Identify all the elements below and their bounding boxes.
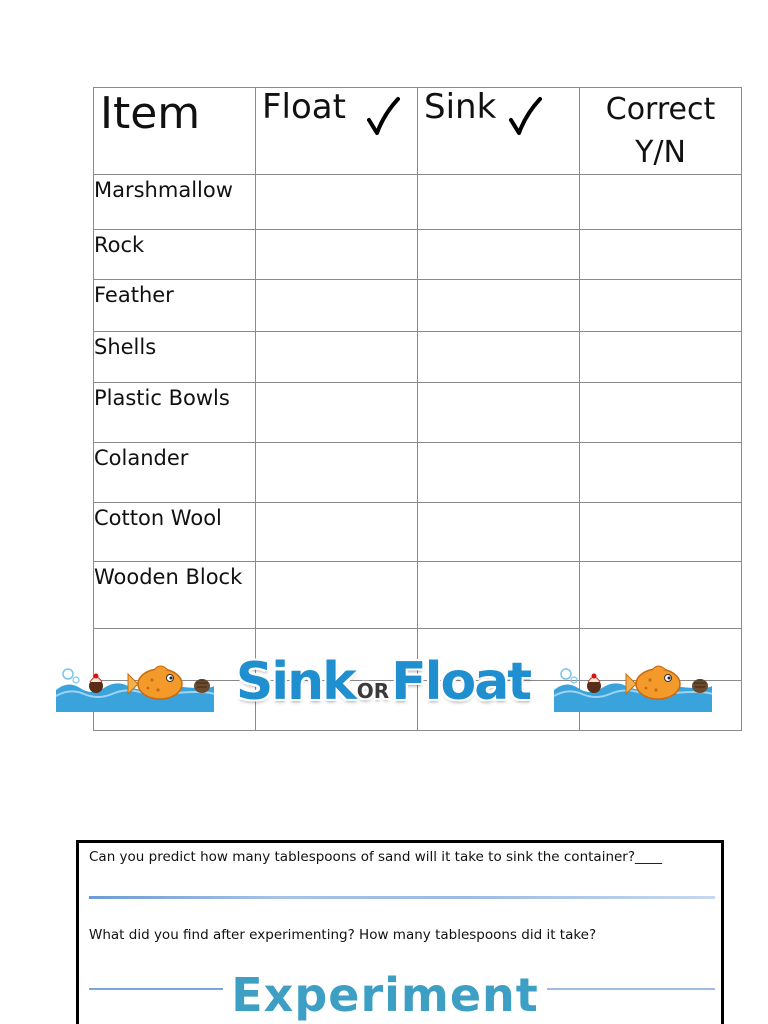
table-row xyxy=(94,383,742,443)
table-row xyxy=(94,562,742,629)
sink-or-float-title xyxy=(228,650,538,716)
row-label-plastic-bowls: Plastic Bowls xyxy=(94,383,256,443)
row-label-marshmallow: Marshmallow xyxy=(94,175,256,230)
table-row xyxy=(94,332,742,383)
header-float xyxy=(256,88,418,175)
fish-wave-illustration xyxy=(554,650,712,712)
table-row xyxy=(94,503,742,562)
float-cell[interactable] xyxy=(256,503,418,562)
row-label-wooden-block: Wooden Block xyxy=(94,562,256,629)
prediction-question: Can you predict how many tablespoons of sand will it take to sink the container?____ xyxy=(89,849,663,865)
float-cell[interactable] xyxy=(256,175,418,230)
float-cell[interactable] xyxy=(256,383,418,443)
correct-cell[interactable] xyxy=(580,383,742,443)
correct-cell[interactable] xyxy=(580,230,742,280)
row-label-cotton-wool: Cotton Wool xyxy=(94,503,256,562)
header-sink xyxy=(418,88,580,175)
header-float-label: Float xyxy=(262,87,346,127)
float-cell[interactable] xyxy=(256,443,418,503)
sink-cell[interactable] xyxy=(418,503,580,562)
row-label-shells: Shells xyxy=(94,332,256,383)
sink-cell[interactable] xyxy=(418,280,580,332)
sink-cell[interactable] xyxy=(418,443,580,503)
float-cell[interactable] xyxy=(256,332,418,383)
table-header-row xyxy=(94,88,742,175)
header-correct-line1: Correct xyxy=(605,92,716,127)
banner-word-or: OR xyxy=(356,679,390,703)
table-row xyxy=(94,443,742,503)
sink-cell[interactable] xyxy=(418,332,580,383)
sink-cell[interactable] xyxy=(418,562,580,629)
table-row xyxy=(94,280,742,332)
header-sink-label: Sink xyxy=(424,87,497,127)
sink-or-float-banner xyxy=(56,650,716,720)
correct-cell[interactable] xyxy=(580,280,742,332)
row-label-colander: Colander xyxy=(94,443,256,503)
float-cell[interactable] xyxy=(256,562,418,629)
header-item: Item xyxy=(94,88,256,175)
checkmark-icon xyxy=(366,96,400,136)
sink-cell[interactable] xyxy=(418,230,580,280)
sink-cell[interactable] xyxy=(418,175,580,230)
answer-line[interactable] xyxy=(89,988,223,990)
experiment-box xyxy=(76,840,724,1024)
answer-line[interactable] xyxy=(89,896,715,899)
correct-cell[interactable] xyxy=(580,443,742,503)
correct-cell[interactable] xyxy=(580,175,742,230)
banner-word-float: Float xyxy=(391,652,531,712)
row-label-feather: Feather xyxy=(94,280,256,332)
header-correct xyxy=(580,88,742,175)
banner-word-sink: Sink xyxy=(235,652,355,712)
row-label-rock: Rock xyxy=(94,230,256,280)
float-cell[interactable] xyxy=(256,230,418,280)
answer-line[interactable] xyxy=(547,988,715,990)
table-row xyxy=(94,230,742,280)
correct-cell[interactable] xyxy=(580,503,742,562)
sink-float-table xyxy=(93,87,742,731)
checkmark-icon xyxy=(508,96,542,136)
fish-wave-illustration xyxy=(56,650,214,712)
correct-cell[interactable] xyxy=(580,562,742,629)
sink-cell[interactable] xyxy=(418,383,580,443)
correct-cell[interactable] xyxy=(580,332,742,383)
experiment-title: Experiment xyxy=(223,967,547,1024)
float-cell[interactable] xyxy=(256,280,418,332)
table-row xyxy=(94,175,742,230)
findings-question: What did you find after experimenting? How many tablespoons did it take? xyxy=(89,927,597,943)
header-correct-line2: Y/N xyxy=(635,135,686,170)
